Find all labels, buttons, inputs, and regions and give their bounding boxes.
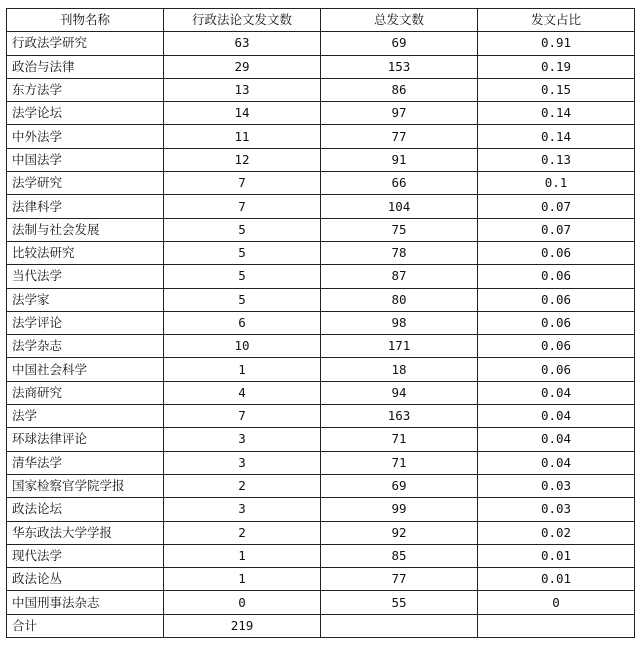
admin-law-count-cell: 1	[164, 544, 321, 567]
journal-name-cell: 清华法学	[7, 451, 164, 474]
journal-name-cell: 法学家	[7, 288, 164, 311]
admin-law-count-cell: 5	[164, 265, 321, 288]
ratio-cell: 0.04	[478, 381, 635, 404]
header-ratio: 发文占比	[478, 9, 635, 32]
ratio-cell: 0.07	[478, 195, 635, 218]
admin-law-count-cell: 10	[164, 335, 321, 358]
table-row	[7, 148, 635, 171]
table-row	[7, 498, 635, 521]
ratio-cell: 0.04	[478, 451, 635, 474]
journal-name-cell: 东方法学	[7, 78, 164, 101]
total-count-cell	[321, 614, 478, 637]
admin-law-count-cell: 1	[164, 358, 321, 381]
total-count-cell: 97	[321, 102, 478, 125]
journal-name-cell: 中外法学	[7, 125, 164, 148]
header-row	[7, 9, 635, 32]
journal-name-cell: 当代法学	[7, 265, 164, 288]
admin-law-count-cell: 12	[164, 148, 321, 171]
table-row	[7, 474, 635, 497]
total-count-cell: 87	[321, 265, 478, 288]
journal-name-cell: 国家检察官学院学报	[7, 474, 164, 497]
journal-name-cell: 政法论丛	[7, 568, 164, 591]
table-row	[7, 55, 635, 78]
admin-law-count-cell: 6	[164, 311, 321, 334]
table-row	[7, 32, 635, 55]
ratio-cell: 0.06	[478, 335, 635, 358]
table-row	[7, 241, 635, 264]
admin-law-count-cell: 5	[164, 288, 321, 311]
table-row	[7, 311, 635, 334]
journal-name-cell: 法学杂志	[7, 335, 164, 358]
table-row	[7, 265, 635, 288]
journal-name-cell: 华东政法大学学报	[7, 521, 164, 544]
header-total-count: 总发文数	[321, 9, 478, 32]
ratio-cell: 0.03	[478, 498, 635, 521]
journal-name-cell: 比较法研究	[7, 241, 164, 264]
ratio-cell: 0.19	[478, 55, 635, 78]
journal-name-cell: 法学论坛	[7, 102, 164, 125]
table-row	[7, 125, 635, 148]
ratio-cell: 0.13	[478, 148, 635, 171]
table-row	[7, 78, 635, 101]
table-row	[7, 521, 635, 544]
ratio-cell: 0.06	[478, 288, 635, 311]
journal-name-cell: 现代法学	[7, 544, 164, 567]
ratio-cell: 0.06	[478, 241, 635, 264]
table-row	[7, 451, 635, 474]
admin-law-count-cell: 2	[164, 521, 321, 544]
ratio-cell: 0.91	[478, 32, 635, 55]
total-count-cell: 104	[321, 195, 478, 218]
total-count-cell: 78	[321, 241, 478, 264]
admin-law-count-cell: 5	[164, 241, 321, 264]
journal-name-cell: 法学评论	[7, 311, 164, 334]
ratio-cell: 0.15	[478, 78, 635, 101]
total-count-cell: 55	[321, 591, 478, 614]
admin-law-count-cell: 13	[164, 78, 321, 101]
ratio-cell	[478, 614, 635, 637]
total-count-cell: 94	[321, 381, 478, 404]
ratio-cell: 0	[478, 591, 635, 614]
admin-law-count-cell: 3	[164, 428, 321, 451]
total-count-cell: 77	[321, 568, 478, 591]
admin-law-count-cell: 0	[164, 591, 321, 614]
ratio-cell: 0.07	[478, 218, 635, 241]
admin-law-count-cell: 29	[164, 55, 321, 78]
journal-stats-table	[6, 8, 635, 638]
admin-law-count-cell: 3	[164, 451, 321, 474]
total-count-cell: 99	[321, 498, 478, 521]
total-count-cell: 91	[321, 148, 478, 171]
admin-law-count-cell: 4	[164, 381, 321, 404]
table-row	[7, 381, 635, 404]
total-count-cell: 69	[321, 32, 478, 55]
ratio-cell: 0.14	[478, 102, 635, 125]
journal-name-cell: 法学研究	[7, 172, 164, 195]
admin-law-count-cell: 5	[164, 218, 321, 241]
journal-name-cell: 环球法律评论	[7, 428, 164, 451]
admin-law-count-cell: 7	[164, 405, 321, 428]
journal-name-cell: 中国法学	[7, 148, 164, 171]
admin-law-count-cell: 63	[164, 32, 321, 55]
journal-name-cell: 合计	[7, 614, 164, 637]
total-count-cell: 71	[321, 428, 478, 451]
table-row	[7, 195, 635, 218]
total-count-cell: 92	[321, 521, 478, 544]
total-count-cell: 86	[321, 78, 478, 101]
admin-law-count-cell: 14	[164, 102, 321, 125]
journal-name-cell: 法制与社会发展	[7, 218, 164, 241]
total-count-cell: 153	[321, 55, 478, 78]
admin-law-count-cell: 219	[164, 614, 321, 637]
journal-name-cell: 政治与法律	[7, 55, 164, 78]
table-row	[7, 544, 635, 567]
admin-law-count-cell: 11	[164, 125, 321, 148]
table-row	[7, 358, 635, 381]
ratio-cell: 0.03	[478, 474, 635, 497]
total-count-cell: 98	[321, 311, 478, 334]
total-count-cell: 71	[321, 451, 478, 474]
total-count-cell: 69	[321, 474, 478, 497]
table-row	[7, 102, 635, 125]
table-row	[7, 335, 635, 358]
ratio-cell: 0.06	[478, 358, 635, 381]
total-count-cell: 171	[321, 335, 478, 358]
total-count-cell: 66	[321, 172, 478, 195]
total-count-cell: 163	[321, 405, 478, 428]
table-row	[7, 405, 635, 428]
ratio-cell: 0.06	[478, 311, 635, 334]
total-count-cell: 85	[321, 544, 478, 567]
total-count-cell: 77	[321, 125, 478, 148]
admin-law-count-cell: 2	[164, 474, 321, 497]
ratio-cell: 0.1	[478, 172, 635, 195]
journal-name-cell: 法商研究	[7, 381, 164, 404]
header-admin-law-count: 行政法论文发文数	[164, 9, 321, 32]
ratio-cell: 0.14	[478, 125, 635, 148]
admin-law-count-cell: 7	[164, 195, 321, 218]
table-row	[7, 428, 635, 451]
admin-law-count-cell: 3	[164, 498, 321, 521]
ratio-cell: 0.01	[478, 544, 635, 567]
table-row	[7, 218, 635, 241]
total-row	[7, 614, 635, 637]
total-count-cell: 18	[321, 358, 478, 381]
total-count-cell: 75	[321, 218, 478, 241]
header-journal-name: 刊物名称	[7, 9, 164, 32]
ratio-cell: 0.04	[478, 428, 635, 451]
ratio-cell: 0.06	[478, 265, 635, 288]
journal-name-cell: 中国社会科学	[7, 358, 164, 381]
journal-name-cell: 法学	[7, 405, 164, 428]
journal-name-cell: 中国刑事法杂志	[7, 591, 164, 614]
table-row	[7, 288, 635, 311]
journal-name-cell: 法律科学	[7, 195, 164, 218]
ratio-cell: 0.04	[478, 405, 635, 428]
total-count-cell: 80	[321, 288, 478, 311]
ratio-cell: 0.02	[478, 521, 635, 544]
table-body	[7, 32, 635, 638]
admin-law-count-cell: 1	[164, 568, 321, 591]
table-row	[7, 568, 635, 591]
journal-name-cell: 行政法学研究	[7, 32, 164, 55]
ratio-cell: 0.01	[478, 568, 635, 591]
admin-law-count-cell: 7	[164, 172, 321, 195]
table-row	[7, 591, 635, 614]
table-row	[7, 172, 635, 195]
journal-name-cell: 政法论坛	[7, 498, 164, 521]
